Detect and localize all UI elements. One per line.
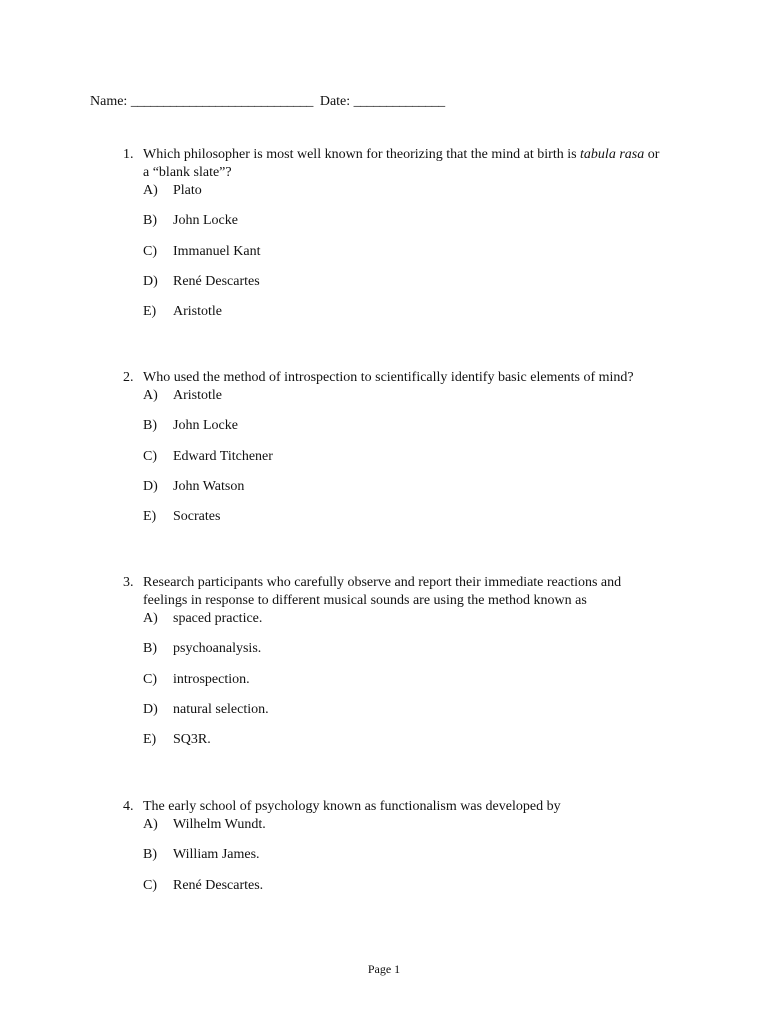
option-letter: D) <box>143 701 158 717</box>
option-c[interactable] <box>123 448 668 478</box>
option-b[interactable] <box>123 846 668 876</box>
question-text-italic: tabula rasa <box>580 147 645 162</box>
option-letter: B) <box>143 847 157 863</box>
option-text: psychoanalysis. <box>173 641 262 657</box>
option-c[interactable] <box>123 671 668 701</box>
option-b[interactable] <box>123 212 668 242</box>
option-d[interactable] <box>123 478 668 508</box>
question-text: Which philosopher is most well known for theorizing that the mind at birth is tabula rasa or a “blank slate”? <box>143 147 660 180</box>
option-b[interactable] <box>123 417 668 447</box>
question-number: 3. <box>123 575 134 590</box>
option-list <box>123 610 668 761</box>
option-e[interactable] <box>123 303 668 333</box>
question-stem <box>123 369 668 387</box>
option-letter: C) <box>143 448 157 464</box>
option-text: spaced practice. <box>173 611 263 626</box>
option-e[interactable] <box>123 731 668 761</box>
page-number: Page 1 <box>367 962 401 976</box>
option-text: Aristotle <box>173 304 222 320</box>
option-letter: A) <box>143 611 158 626</box>
name-field-blank: ____________________________ <box>130 94 313 109</box>
option-text: Wilhelm Wundt. <box>173 817 266 832</box>
option-letter: E) <box>143 304 157 320</box>
option-a[interactable] <box>123 387 668 417</box>
option-c[interactable] <box>123 243 668 273</box>
option-a[interactable] <box>123 610 668 640</box>
option-text: René Descartes <box>173 273 260 289</box>
name-label: Name: <box>90 94 128 109</box>
name-date-header <box>90 93 445 111</box>
option-letter: A) <box>143 388 158 403</box>
question-4 <box>123 798 668 907</box>
option-text: Socrates <box>173 509 221 525</box>
option-a[interactable] <box>123 816 668 846</box>
question-stem <box>123 574 668 610</box>
option-text: Plato <box>173 183 202 198</box>
option-letter: B) <box>143 641 157 657</box>
question-3 <box>123 574 668 761</box>
option-letter: D) <box>143 273 158 289</box>
option-d[interactable] <box>123 701 668 731</box>
date-field-blank: ______________ <box>353 94 445 109</box>
option-letter: D) <box>143 478 158 494</box>
option-text: introspection. <box>173 671 250 687</box>
option-letter: C) <box>143 243 157 259</box>
date-label: Date: <box>319 94 351 109</box>
option-letter: A) <box>143 817 158 832</box>
option-letter: E) <box>143 509 157 525</box>
option-letter: C) <box>143 877 157 893</box>
question-text: The early school of psychology known as functionalism was developed by <box>143 799 561 814</box>
option-text: Aristotle <box>173 388 222 403</box>
option-letter: B) <box>143 213 157 229</box>
option-list <box>123 182 668 333</box>
option-e[interactable] <box>123 508 668 538</box>
option-a[interactable] <box>123 182 668 212</box>
question-stem <box>123 146 668 182</box>
option-letter: A) <box>143 183 158 198</box>
option-text: John Locke <box>173 418 238 434</box>
option-text: Edward Titchener <box>173 448 273 464</box>
option-list <box>123 387 668 538</box>
option-text: William James. <box>173 847 260 863</box>
question-text: Who used the method of introspection to scientifically identify basic elements of mind? <box>143 370 634 385</box>
option-letter: E) <box>143 732 157 748</box>
option-text: natural selection. <box>173 701 269 717</box>
question-number: 1. <box>123 147 134 162</box>
option-text: John Watson <box>173 478 245 494</box>
option-text: Immanuel Kant <box>173 243 261 259</box>
question-stem <box>123 798 668 816</box>
question-text: Research participants who carefully observe and report their immediate reactions and feelings in response to different musical sounds are using the method known as <box>143 575 622 608</box>
option-letter: C) <box>143 671 157 687</box>
option-b[interactable] <box>123 640 668 670</box>
question-number: 2. <box>123 370 134 385</box>
question-1 <box>123 146 668 333</box>
option-c[interactable] <box>123 877 668 907</box>
question-number: 4. <box>123 799 134 814</box>
option-text: John Locke <box>173 213 238 229</box>
option-list <box>123 816 668 907</box>
option-text: René Descartes. <box>173 877 264 893</box>
option-letter: B) <box>143 418 157 434</box>
question-2 <box>123 369 668 538</box>
option-d[interactable] <box>123 273 668 303</box>
option-text: SQ3R. <box>173 732 211 748</box>
